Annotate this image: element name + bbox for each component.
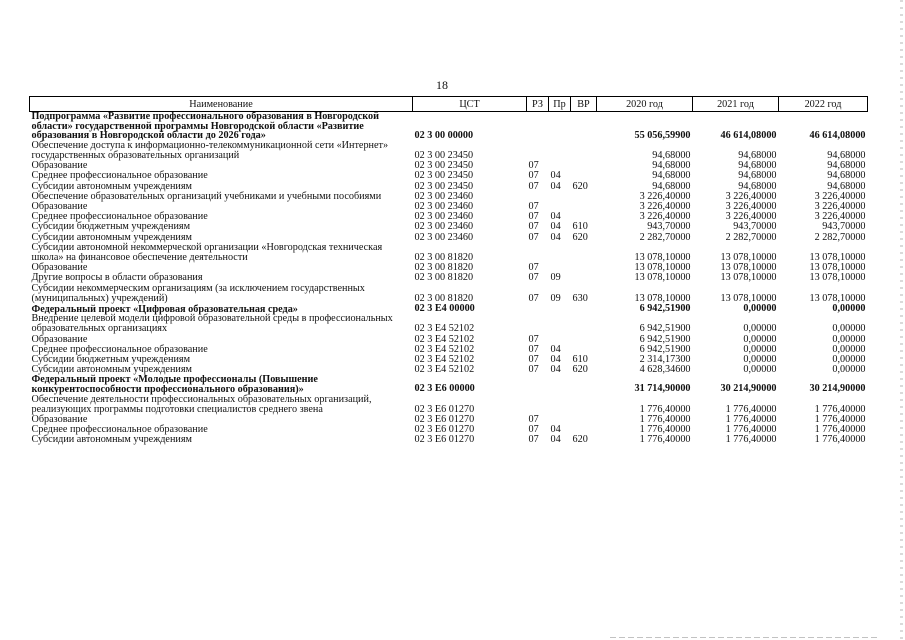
- cell-y2021: 0,00000: [743, 354, 777, 366]
- cell-rz: 07: [528, 414, 539, 426]
- cell-pr: [549, 141, 571, 161]
- cell-y2020: 1 776,40000: [639, 403, 691, 415]
- cell-y2020: 13 078,10000: [634, 292, 691, 304]
- cell-cst: 02 3 E6 01270: [414, 434, 475, 446]
- cell-cst: 02 3 E6 01270: [414, 424, 475, 436]
- header-name: Наименование: [30, 97, 413, 112]
- cell-name: Субсидии автономным учреждениям: [31, 180, 192, 192]
- cell-y2021: 0,00000: [743, 364, 777, 376]
- cell-name: Среднее профессиональное образование: [31, 343, 208, 355]
- header-2021: 2021 год: [693, 97, 779, 112]
- cell-y2022: 3 226,40000: [814, 211, 866, 223]
- cell-name: Среднее профессиональное образование: [31, 211, 208, 223]
- cell-cst: 02 3 00 23460: [414, 221, 474, 233]
- cell-vr: 620: [572, 231, 588, 243]
- cell-rz: 07: [528, 424, 539, 436]
- cell-vr: [571, 243, 597, 263]
- cell-rz: [527, 243, 549, 263]
- cell-pr: [549, 395, 571, 415]
- cell-y2020: 94,68000: [652, 149, 691, 161]
- cell-pr: [549, 112, 571, 141]
- cell-y2021: 13 078,10000: [720, 272, 777, 284]
- cell-vr: [571, 263, 597, 273]
- cell-y2022: 1 776,40000: [814, 424, 866, 436]
- cell-y2022: 13 078,10000: [809, 252, 866, 264]
- cell-pr: [549, 192, 571, 202]
- cell-rz: 07: [528, 231, 539, 243]
- cell-y2022: 2 282,70000: [814, 231, 866, 243]
- cell-cst: 02 3 E4 52102: [414, 323, 475, 335]
- cell-name: Среднее профессиональное образование: [31, 170, 208, 182]
- cell-cst: 02 3 00 23450: [414, 170, 474, 182]
- cell-name: Образование: [31, 333, 88, 345]
- cell-cst: 02 3 00 23460: [414, 190, 474, 202]
- cell-name: Обеспечение образовательных организаций учебниками и учебными пособиями: [31, 190, 382, 202]
- cell-name: Субсидии автономной некоммерческой организации «Новгородская техническая школа» на финансовое обеспечение деятельности: [31, 241, 383, 264]
- cell-rz: 07: [528, 201, 539, 212]
- table-header-row: [30, 97, 868, 112]
- cell-y2020: 1 776,40000: [639, 414, 691, 426]
- cell-y2021: 94,68000: [738, 170, 777, 182]
- table-row: [30, 395, 868, 415]
- cell-pr: [549, 314, 571, 334]
- header-vr: ВР: [571, 97, 597, 112]
- cell-pr: 04: [550, 231, 561, 243]
- cell-pr: 04: [550, 221, 561, 233]
- cell-y2021: 94,68000: [738, 149, 777, 161]
- cell-cst: 02 3 E6 01270: [414, 414, 475, 426]
- cell-y2020: 3 226,40000: [639, 211, 691, 223]
- cell-y2020: 4 628,34600: [639, 364, 691, 376]
- cell-cst: 02 3 00 23460: [414, 201, 474, 212]
- cell-vr: [571, 161, 597, 171]
- cell-name: Обеспечение деятельности профессиональных образовательных организаций, реализующих программы подготовки специалистов среднего звена: [31, 393, 372, 415]
- cell-y2020: 94,68000: [652, 160, 691, 172]
- cell-name: Федеральный проект «Цифровая образовательная среда»: [31, 303, 298, 315]
- table-row: [30, 314, 868, 334]
- cell-name: Субсидии бюджетным учреждениям: [31, 354, 191, 366]
- cell-pr: [549, 243, 571, 263]
- cell-y2022: 13 078,10000: [809, 272, 866, 284]
- cell-rz: 07: [528, 333, 539, 345]
- cell-cst: 02 3 00 23450: [414, 149, 474, 161]
- cell-y2022: 943,70000: [822, 221, 866, 233]
- cell-cst: 02 3 00 23460: [414, 231, 474, 243]
- cell-y2020: 13 078,10000: [634, 252, 691, 264]
- cell-name: Подпрограмма «Развитие профессионального образования в Новгородской области» государственной программы Новгородской области «Развитие образования в Новгородской области до 2026 года»: [31, 111, 379, 142]
- cell-vr: [571, 141, 597, 161]
- cell-vr: [571, 415, 597, 425]
- cell-name: Субсидии некоммерческим организациям (за исключением государственных (муниципальных) учреждений): [31, 282, 365, 304]
- cell-y2021: 0,00000: [743, 333, 777, 345]
- cell-rz: [527, 304, 549, 314]
- cell-rz: 07: [528, 292, 539, 304]
- cell-y2021: 3 226,40000: [725, 211, 777, 223]
- cell-y2021: 1 776,40000: [725, 424, 777, 436]
- cell-pr: [549, 304, 571, 314]
- table-body: [30, 112, 868, 446]
- cell-vr: 610: [572, 354, 588, 366]
- cell-y2021: 30 214,90000: [720, 383, 777, 395]
- table-row: [30, 284, 868, 304]
- cell-y2022: 1 776,40000: [814, 414, 866, 426]
- cell-rz: 07: [528, 221, 539, 233]
- cell-cst: 02 3 E4 52102: [414, 343, 475, 355]
- cell-pr: 04: [550, 364, 561, 376]
- cell-y2021: 3 226,40000: [725, 190, 777, 202]
- cell-y2021: 13 078,10000: [720, 252, 777, 264]
- cell-y2020: 2 282,70000: [639, 231, 691, 243]
- cell-y2020: 3 226,40000: [639, 190, 691, 202]
- scan-edge-marks: [900, 0, 903, 640]
- cell-vr: [571, 314, 597, 334]
- cell-rz: 07: [528, 170, 539, 182]
- cell-vr: [571, 202, 597, 212]
- cell-pr: 04: [550, 170, 561, 182]
- cell-y2020: 13 078,10000: [634, 272, 691, 284]
- cell-y2020: 94,68000: [652, 180, 691, 192]
- cell-rz: 07: [528, 354, 539, 366]
- cell-cst: 02 3 00 81820: [414, 272, 474, 284]
- cell-vr: [571, 112, 597, 141]
- cell-rz: 07: [528, 180, 539, 192]
- cell-cst: 02 3 00 81820: [414, 252, 474, 264]
- cell-vr: [571, 335, 597, 345]
- cell-cst: 02 3 00 23450: [414, 180, 474, 192]
- cell-pr: 09: [550, 272, 561, 284]
- cell-name: Среднее профессиональное образование: [31, 424, 208, 436]
- cell-y2020: 6 942,51900: [639, 343, 691, 355]
- cell-y2021: 46 614,08000: [720, 129, 777, 141]
- cell-y2022: 13 078,10000: [809, 292, 866, 304]
- cell-y2021: 94,68000: [738, 180, 777, 192]
- cell-name: Субсидии автономным учреждениям: [31, 434, 192, 446]
- cell-rz: [527, 112, 549, 141]
- cell-y2022: 1 776,40000: [814, 434, 866, 446]
- cell-cst: 02 3 E4 52102: [414, 364, 475, 376]
- cell-y2022: 94,68000: [827, 149, 866, 161]
- cell-y2022: 3 226,40000: [814, 201, 866, 212]
- table-row: [30, 112, 868, 141]
- cell-pr: 04: [550, 180, 561, 192]
- table-row: [30, 243, 868, 263]
- cell-y2021: 1 776,40000: [725, 414, 777, 426]
- header-pr: Пр: [549, 97, 571, 112]
- scan-bottom-marks: [610, 637, 880, 638]
- table-row: [30, 141, 868, 161]
- header-cst: ЦСТ: [413, 97, 527, 112]
- cell-vr: 620: [572, 434, 588, 446]
- table-row: [30, 375, 868, 394]
- cell-cst: 02 3 E4 52102: [414, 354, 475, 366]
- cell-name: Образование: [31, 201, 88, 212]
- cell-rz: [527, 375, 549, 394]
- cell-rz: [527, 395, 549, 415]
- page-number: 18: [436, 78, 448, 92]
- cell-pr: 04: [550, 343, 561, 355]
- cell-rz: 07: [528, 160, 539, 172]
- cell-cst: 02 3 E4 00000: [414, 303, 475, 315]
- cell-pr: [549, 375, 571, 394]
- cell-pr: 04: [550, 211, 561, 223]
- cell-cst: 02 3 00 00000: [414, 129, 474, 141]
- cell-rz: 07: [528, 343, 539, 355]
- table-row: [30, 435, 868, 445]
- cell-y2020: 6 942,51900: [639, 323, 691, 335]
- cell-y2020: 943,70000: [647, 221, 691, 233]
- cell-rz: 07: [528, 434, 539, 446]
- cell-y2021: 0,00000: [743, 343, 777, 355]
- cell-y2022: 0,00000: [832, 343, 866, 355]
- cell-y2021: 0,00000: [743, 303, 777, 315]
- cell-rz: 07: [528, 262, 539, 274]
- cell-y2020: 2 314,17300: [639, 354, 691, 366]
- cell-y2021: 943,70000: [733, 221, 777, 233]
- cell-cst: 02 3 E4 52102: [414, 333, 475, 345]
- cell-name: Образование: [31, 160, 88, 172]
- cell-vr: [571, 375, 597, 394]
- cell-y2022: 3 226,40000: [814, 190, 866, 202]
- cell-name: Субсидии бюджетным учреждениям: [31, 221, 191, 233]
- cell-y2022: 1 776,40000: [814, 403, 866, 415]
- cell-rz: [527, 314, 549, 334]
- cell-name: Субсидии автономным учреждениям: [31, 364, 192, 376]
- cell-y2022: 0,00000: [832, 364, 866, 376]
- cell-cst: 02 3 E6 01270: [414, 403, 475, 415]
- cell-y2022: 13 078,10000: [809, 262, 866, 274]
- cell-vr: 610: [572, 221, 588, 233]
- cell-cst: 02 3 00 81820: [414, 262, 474, 274]
- cell-y2020: 94,68000: [652, 170, 691, 182]
- cell-rz: 07: [528, 364, 539, 376]
- cell-rz: [527, 141, 549, 161]
- cell-pr: 09: [550, 292, 561, 304]
- cell-y2022: 94,68000: [827, 180, 866, 192]
- header-rz: РЗ: [527, 97, 549, 112]
- cell-y2022: 0,00000: [832, 303, 866, 315]
- cell-name: Другие вопросы в области образования: [31, 272, 203, 284]
- cell-y2022: 30 214,90000: [809, 383, 866, 395]
- cell-vr: [571, 395, 597, 415]
- cell-y2020: 1 776,40000: [639, 424, 691, 436]
- cell-y2022: 0,00000: [832, 354, 866, 366]
- cell-cst: 02 3 00 81820: [414, 292, 474, 304]
- cell-y2022: 0,00000: [832, 333, 866, 345]
- cell-cst: 02 3 E6 00000: [414, 383, 475, 395]
- cell-vr: 620: [572, 180, 588, 192]
- cell-y2021: 2 282,70000: [725, 231, 777, 243]
- cell-vr: [571, 304, 597, 314]
- cell-y2020: 13 078,10000: [634, 262, 691, 274]
- header-2022: 2022 год: [779, 97, 868, 112]
- cell-name: Субсидии автономным учреждениям: [31, 231, 192, 243]
- cell-pr: 04: [550, 424, 561, 436]
- cell-name: Обеспечение доступа к информационно-телекоммуникационной сети «Интернет» государственных образовательных организаций: [31, 139, 389, 161]
- cell-vr: [571, 273, 597, 283]
- budget-table: [29, 96, 868, 446]
- cell-y2021: 1 776,40000: [725, 434, 777, 446]
- cell-vr: 630: [572, 292, 588, 304]
- cell-y2021: 0,00000: [743, 323, 777, 335]
- cell-y2021: 13 078,10000: [720, 262, 777, 274]
- cell-y2021: 13 078,10000: [720, 292, 777, 304]
- cell-pr: 04: [550, 354, 561, 366]
- cell-vr: 620: [572, 364, 588, 376]
- cell-rz: 07: [528, 211, 539, 223]
- cell-vr: [571, 192, 597, 202]
- header-2020: 2020 год: [597, 97, 693, 112]
- cell-cst: 02 3 00 23460: [414, 211, 474, 223]
- cell-name: Образование: [31, 414, 88, 426]
- cell-y2020: 6 942,51900: [639, 303, 691, 315]
- cell-y2021: 1 776,40000: [725, 403, 777, 415]
- cell-y2020: 6 942,51900: [639, 333, 691, 345]
- cell-rz: 07: [528, 272, 539, 284]
- cell-y2022: 46 614,08000: [809, 129, 866, 141]
- cell-y2022: 0,00000: [832, 323, 866, 335]
- cell-name: Образование: [31, 262, 88, 274]
- cell-name: Внедрение целевой модели цифровой образовательной среды в профессиональных образовательных организациях: [31, 313, 393, 335]
- cell-y2020: 55 056,59900: [634, 129, 691, 141]
- cell-cst: 02 3 00 23450: [414, 160, 474, 172]
- cell-y2020: 3 226,40000: [639, 201, 691, 212]
- cell-y2020: 31 714,90000: [634, 383, 691, 395]
- cell-y2020: 1 776,40000: [639, 434, 691, 446]
- cell-name: Федеральный проект «Молодые профессионалы (Повышение конкурентоспособности профессионального образования)»: [31, 374, 318, 396]
- cell-y2021: 94,68000: [738, 160, 777, 172]
- cell-y2022: 94,68000: [827, 170, 866, 182]
- cell-pr: 04: [550, 434, 561, 446]
- cell-y2022: 94,68000: [827, 160, 866, 172]
- cell-y2021: 3 226,40000: [725, 201, 777, 212]
